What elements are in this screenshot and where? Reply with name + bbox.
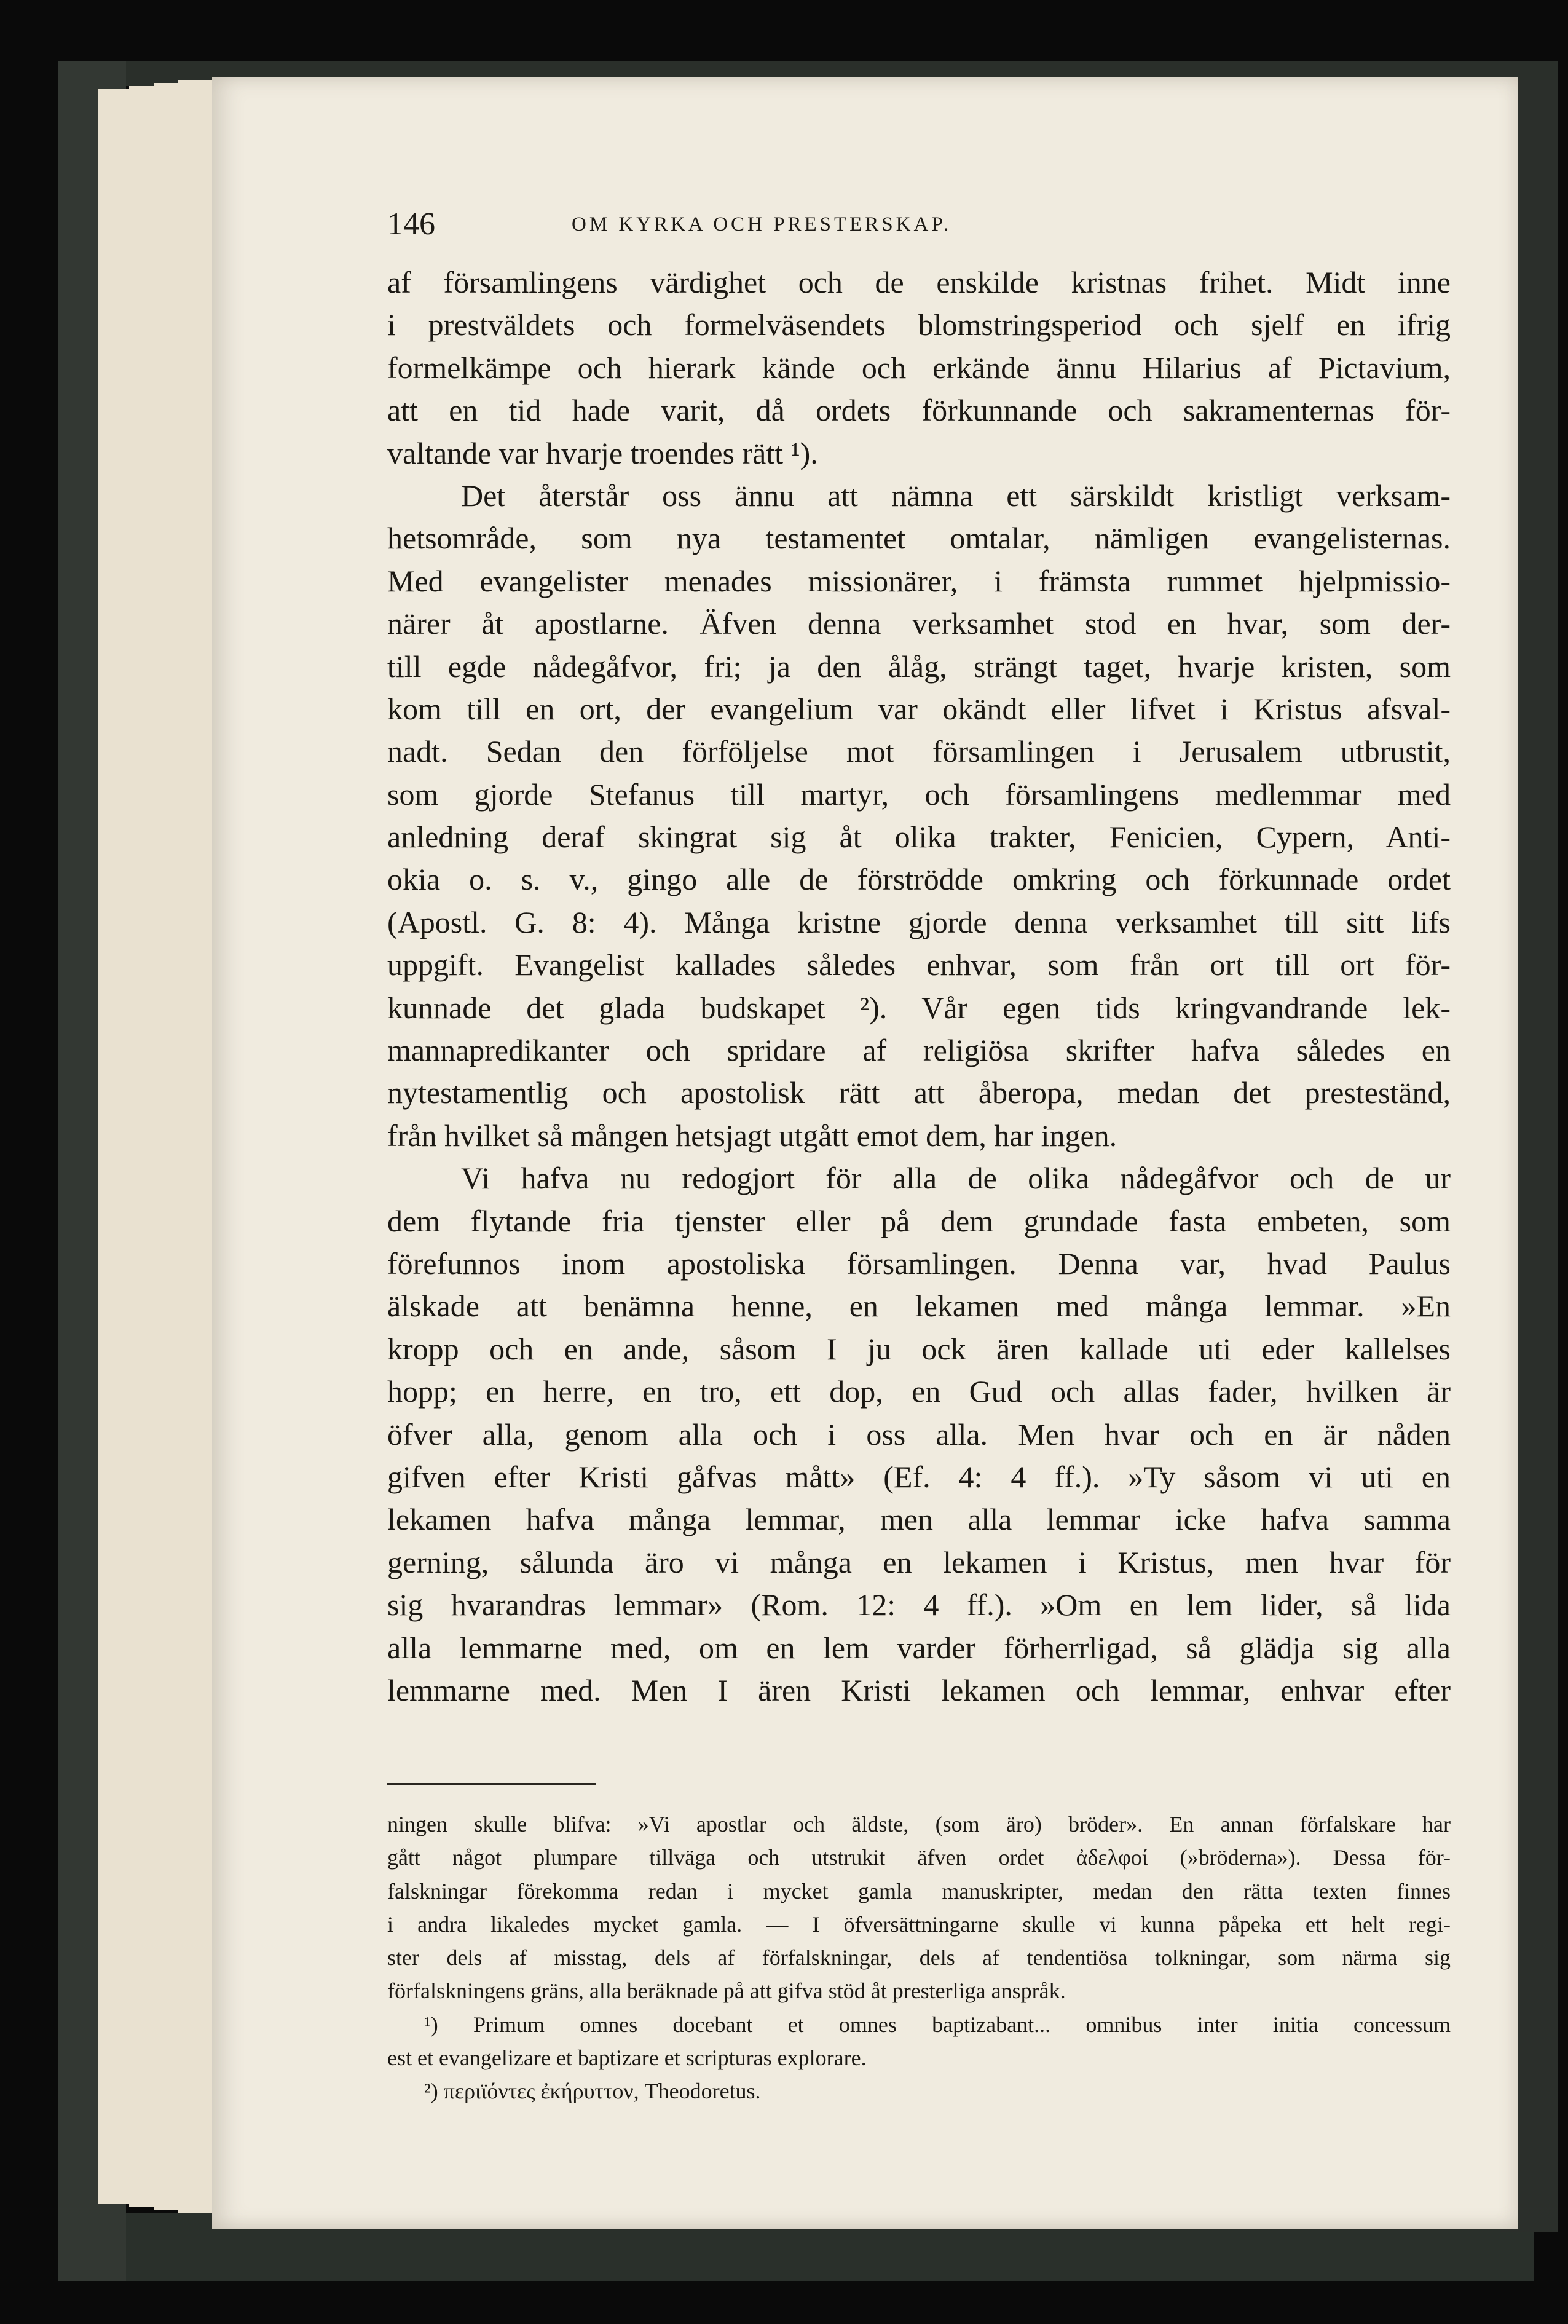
text-line: kropp och en ande, såsom I ju ock ären kallade uti eder kallelses xyxy=(387,1331,1451,1366)
footnote-line: ster dels af misstag, dels af förfalskningar, dels af tendentiösa tolkningar, som närma sig xyxy=(387,1945,1451,1970)
text-line: närer åt apostlarne. Äfven denna verksamhet stod en hvar, som der- xyxy=(387,606,1451,641)
page-edge xyxy=(129,86,155,2207)
text-line: från hvilket så mången hetsjagt utgått emot dem, har ingen. xyxy=(387,1118,1117,1153)
text-line: hopp; en herre, en tro, ett dop, en Gud och allas fader, hvilken är xyxy=(387,1374,1451,1409)
text-line: Vi hafva nu redogjort för alla de olika nådegåfvor och de ur xyxy=(461,1161,1451,1196)
text-line: kom till en ort, der evangelium var okändt eller lifvet i Kristus afsval- xyxy=(387,691,1451,726)
text-line: uppgift. Evangelist kallades således enhvar, som från ort till ort för- xyxy=(387,947,1451,982)
text-line: som gjorde Stefanus till martyr, och församlingens medlemmar med xyxy=(387,777,1451,812)
text-line: valtande var hvarje troendes rätt ¹). xyxy=(387,435,818,470)
text-line: lemmarne med. Men I ären Kristi lekamen och lemmar, enhvar efter xyxy=(387,1672,1451,1707)
text-line: Med evangelister menades missionärer, i främsta rummet hjelpmissio- xyxy=(387,563,1451,598)
text-line: dem flytande fria tjenster eller på dem grundade fasta embeten, som xyxy=(387,1203,1451,1238)
text-line: öfver alla, genom alla och i oss alla. Men hvar och en är nåden xyxy=(387,1417,1451,1452)
footnote-line: est et evangelizare et baptizare et scripturas explorare. xyxy=(387,2045,867,2071)
page-edge xyxy=(154,83,179,2210)
text-line: lekamen hafva många lemmar, men alla lemmar icke hafva samma xyxy=(387,1502,1451,1537)
text-line: gifven efter Kristi gåfvas mått» (Ef. 4: 4 ff.). »Ty såsom vi uti en xyxy=(387,1459,1451,1494)
footnote-line: gått något plumpare tillväga och utstrukit äfven ordet ἀδελφοί (»bröderna»). Dessa för- xyxy=(387,1845,1451,1870)
footnote-line: ningen skulle blifva: »Vi apostlar och äldste, (som äro) bröder». En annan förfalskare har xyxy=(387,1812,1451,1836)
text-line: älskade att benämna henne, en lekamen med många lemmar. »En xyxy=(387,1289,1451,1324)
book-page xyxy=(212,77,1518,2229)
text-line: kunnade det glada budskapet ²). Vår egen tids kringvandrande lek- xyxy=(387,990,1451,1025)
text-line: till egde nådegåfvor, fri; ja den ålåg, strängt taget, hvarje kristen, som xyxy=(387,649,1451,684)
text-line: anledning deraf skingrat sig åt olika trakter, Fenicien, Cypern, Anti- xyxy=(387,820,1451,855)
footnote-line: i andra likaledes mycket gamla. — I öfversättningarne skulle vi kunna påpeka ett helt regi- xyxy=(387,1911,1451,1937)
page-edge xyxy=(178,80,213,2213)
text-line: formelkämpe och hierark kände och erkände ännu Hilarius af Pictavium, xyxy=(387,350,1451,385)
footnote-rule xyxy=(387,1783,596,1785)
text-line: i prestväldets och formelväsendets blomstringsperiod och sjelf en ifrig xyxy=(387,307,1451,342)
text-line: nytestamentlig och apostolisk rätt att åberopa, medan det presteständ, xyxy=(387,1075,1451,1110)
footnote-line: förfalskningens gräns, alla beräknade på att gifva stöd åt presterliga anspråk. xyxy=(387,1978,1066,2004)
text-line: gerning, sålunda äro vi många en lekamen i Kristus, men hvar för xyxy=(387,1544,1451,1579)
text-line: att en tid hade varit, då ordets förkunnande och sakramenternas för- xyxy=(387,393,1451,428)
footnote-line: falskningar förekomma redan i mycket gamla manuskripter, medan den rätta texten finnes xyxy=(387,1878,1451,1903)
footnote-line: ²) περιϊόντες ἐκήρυττον, Theodoretus. xyxy=(424,2079,761,2104)
text-line: af församlingens värdighet och de enskilde kristnas frihet. Midt inne xyxy=(387,265,1451,299)
text-line: alla lemmarne med, om en lem varder förherrligad, så glädja sig alla xyxy=(387,1630,1451,1665)
page-edge xyxy=(98,89,130,2204)
text-line: okia o. s. v., gingo alle de förströdde omkring och förkunnade ordet xyxy=(387,862,1451,897)
footnote-line: ¹) Primum omnes docebant et omnes baptizabant... omnibus inter initia concessum xyxy=(424,2012,1451,2037)
text-line: (Apostl. G. 8: 4). Många kristne gjorde denna verksamhet till sitt lifs xyxy=(387,904,1451,939)
page-number: 146 xyxy=(387,207,435,242)
body-text xyxy=(387,261,1451,1712)
text-line: hetsområde, som nya testamentet omtalar, nämligen evangelisternas. xyxy=(387,521,1451,556)
page-header xyxy=(387,206,1451,255)
text-line: Det återstår oss ännu att nämna ett särskildt kristligt verksam- xyxy=(461,478,1451,513)
text-line: förefunnos inom apostoliska församlingen. Denna var, hvad Paulus xyxy=(387,1246,1451,1281)
text-line: mannapredikanter och spridare af religiösa skrifter hafva således en xyxy=(387,1033,1451,1068)
running-head: OM KYRKA OCH PRESTERSKAP. xyxy=(572,213,952,235)
footnotes xyxy=(387,1808,1451,2108)
text-line: nadt. Sedan den förföljelse mot församlingen i Jerusalem utbrustit, xyxy=(387,734,1451,769)
text-line: sig hvarandras lemmar» (Rom. 12: 4 ff.). »Om en lem lider, så lida xyxy=(387,1587,1451,1622)
